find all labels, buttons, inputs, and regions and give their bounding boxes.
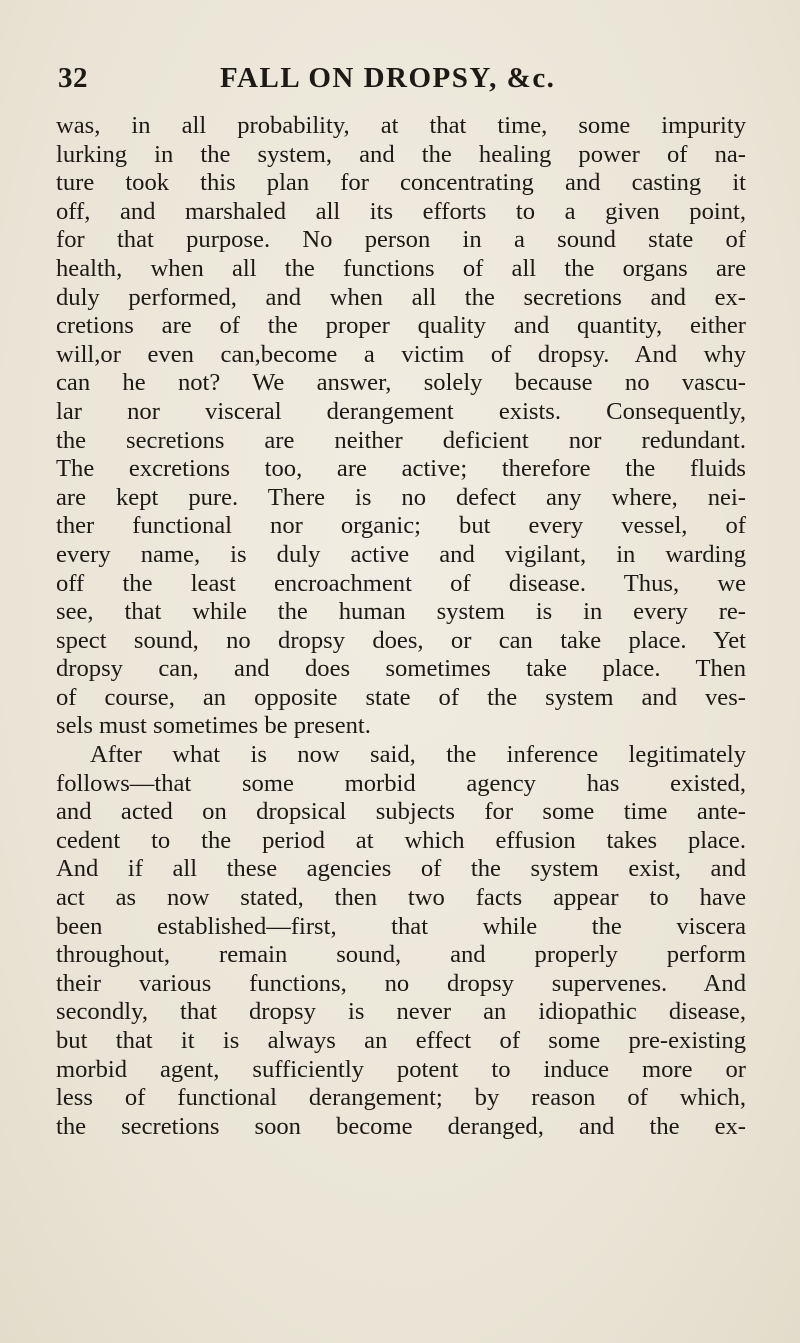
text-line: dropsy can, and does sometimes take place. Then: [56, 655, 746, 683]
text-line: And if all these agencies of the system exist, and: [56, 855, 746, 883]
text-line: will,or even can,become a victim of dropsy. And why: [56, 340, 746, 368]
text-line: for that purpose. No person in a sound state of: [56, 226, 746, 254]
text-line: of course, an opposite state of the system and ves-: [56, 683, 746, 711]
page-header: [58, 62, 738, 102]
body-text: [56, 112, 746, 1141]
text-line: ther functional nor organic; but every vessel, of: [56, 512, 746, 540]
text-line: every name, is duly active and vigilant, in warding: [56, 540, 746, 568]
text-line: throughout, remain sound, and properly perform: [56, 941, 746, 969]
page-number: 32: [58, 62, 88, 94]
text-line: lurking in the system, and the healing power of na-: [56, 140, 746, 168]
text-line: After what is now said, the inference legitimately: [90, 741, 746, 769]
text-line: health, when all the functions of all the organs are: [56, 254, 746, 282]
text-line: was, in all probability, at that time, some impurity: [56, 112, 746, 139]
text-line: duly performed, and when all the secretions and ex-: [56, 283, 746, 311]
text-line: less of functional derangement; by reason of which,: [56, 1084, 746, 1112]
text-line: and acted on dropsical subjects for some time ante-: [56, 798, 746, 826]
paragraph: [56, 741, 746, 1141]
text-line: can he not? We answer, solely because no vascu-: [56, 369, 746, 397]
text-line: off the least encroachment of disease. Thus, we: [56, 569, 746, 597]
text-line: the secretions are neither deficient nor redundant.: [56, 426, 746, 454]
text-line: off, and marshaled all its efforts to a given point,: [56, 197, 746, 225]
text-line: sels must sometimes be present.: [56, 712, 371, 740]
text-line: cedent to the period at which effusion takes place.: [56, 826, 746, 854]
text-line: been established—first, that while the viscera: [56, 912, 746, 940]
text-line: their various functions, no dropsy supervenes. And: [56, 969, 746, 997]
text-line: see, that while the human system is in every re-: [56, 598, 746, 626]
text-line: follows—that some morbid agency has existed,: [56, 769, 746, 797]
text-line: act as now stated, then two facts appear to have: [56, 884, 746, 912]
paragraph: [56, 112, 746, 741]
text-line: the secretions soon become deranged, and the ex-: [56, 1112, 746, 1140]
text-line: ture took this plan for concentrating and casting it: [56, 169, 746, 197]
text-line: lar nor visceral derangement exists. Consequently,: [56, 397, 746, 425]
text-line: cretions are of the proper quality and quantity, either: [56, 312, 746, 340]
text-line: spect sound, no dropsy does, or can take place. Yet: [56, 626, 746, 654]
text-line: but that it is always an effect of some pre-existing: [56, 1027, 746, 1054]
text-line: are kept pure. There is no defect any where, nei-: [56, 483, 746, 511]
running-head: FALL ON DROPSY, &c.: [220, 62, 556, 94]
text-line: The excretions too, are active; therefore the fluids: [56, 455, 746, 483]
text-line: morbid agent, sufficiently potent to induce more or: [56, 1055, 746, 1083]
text-line: secondly, that dropsy is never an idiopathic disease,: [56, 998, 746, 1026]
